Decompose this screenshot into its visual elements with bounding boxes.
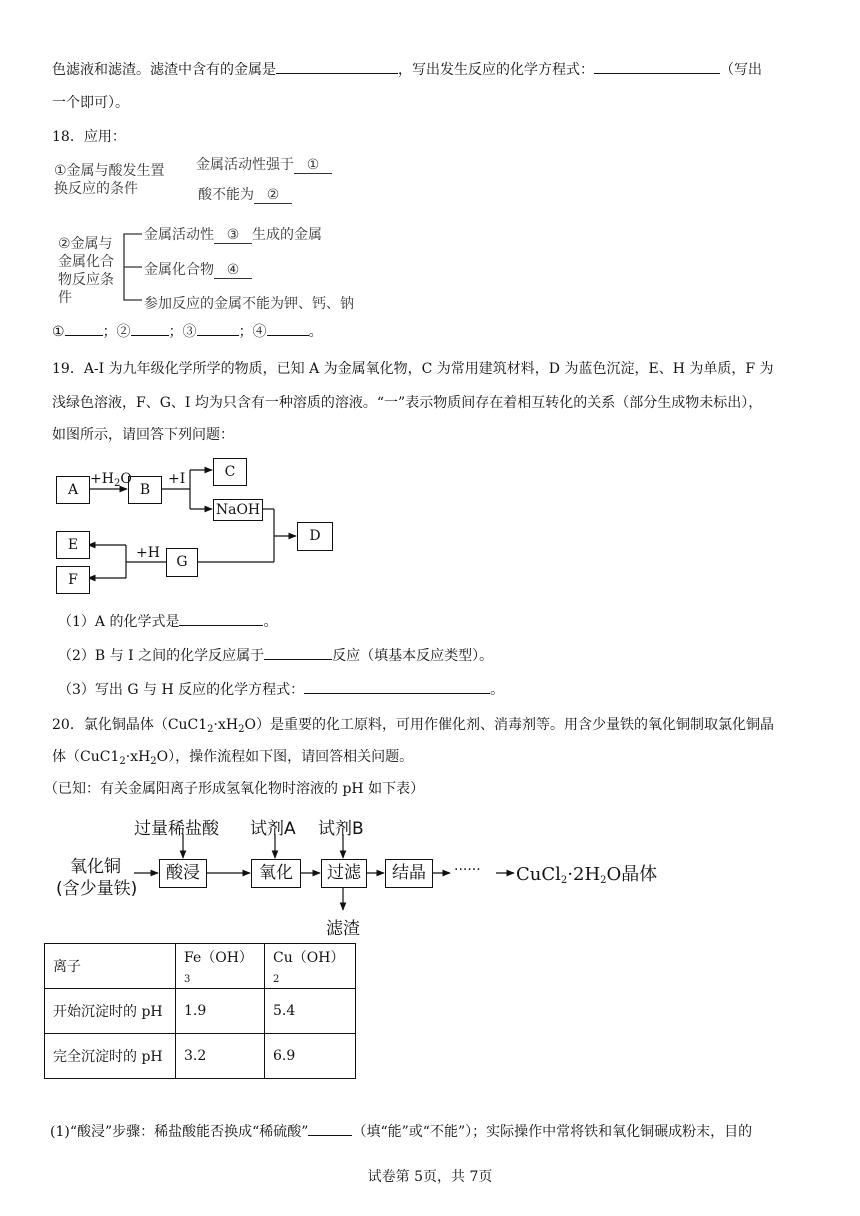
q19-s1-end: 。 xyxy=(263,614,278,630)
q18-mark-2: ② xyxy=(254,187,292,204)
q20-line3: （已知：有关金属阳离子形成氢氧化物时溶液的 pH 如下表） xyxy=(44,781,425,797)
q18-ans-2-label: ；② xyxy=(102,324,131,340)
table-cell: 开始沉淀时的 pH xyxy=(45,989,176,1034)
table-row xyxy=(45,944,356,989)
q20-l2a: 体（CuC1 xyxy=(52,749,120,765)
table-header-cu xyxy=(265,944,356,989)
q18-c2-r1a-text: 金属活动性 xyxy=(144,227,214,243)
q18-c2-r1b-text: 生成的金属 xyxy=(252,227,322,243)
cu-text: Cu（OH） xyxy=(273,950,345,966)
q20-sub1 xyxy=(50,1120,752,1143)
prod-sub: 2 xyxy=(560,875,568,886)
q17-text-d: 一个即可）。 xyxy=(52,95,129,111)
q20-l1sub2: 2 xyxy=(238,724,245,735)
q18-cond2-label-2: 金属化合 xyxy=(58,254,114,270)
box-G: G xyxy=(166,548,198,577)
q18-c2-r2-text: 金属化合物 xyxy=(144,262,214,278)
table-row xyxy=(45,1034,356,1079)
q18-c1-r1-text: 金属活动性强于 xyxy=(196,157,294,173)
flow-step-oxidize: 氧化 xyxy=(251,859,301,888)
q19-line1: 19．A-I 为九年级化学所学的物质，已知 A 为金属氧化物，C 为常用建筑材料，D 为蓝色沉淀，E、H 为单质，F 为 xyxy=(52,361,774,377)
q19-s1-text: （1）A 的化学式是 xyxy=(58,614,180,630)
flow-reagent-b: 试剂B xyxy=(318,819,364,839)
ph-table xyxy=(44,943,356,1079)
q18-mark-4: ④ xyxy=(214,262,252,279)
prod-c: O晶体 xyxy=(606,864,658,885)
q17-text-a: 色滤液和滤渣。滤渣中含有的金属是 xyxy=(52,62,276,78)
flow-acid-label: 过量稀盐酸 xyxy=(134,819,219,839)
label-plus-i: +I xyxy=(168,471,186,487)
flow-step-acid-leach: 酸浸 xyxy=(159,859,207,888)
q18-cond1-label-1: ①金属与酸发生置 xyxy=(54,163,165,179)
q18-cond2-label-4: 件 xyxy=(58,290,72,306)
prod-b: ·2H xyxy=(567,864,601,885)
q18-ans-1-label: ① xyxy=(52,324,65,340)
q20-l1a: 20．氯化铜晶体（CuC1 xyxy=(52,717,208,733)
q18-cond1-label-2: 换反应的条件 xyxy=(54,181,138,197)
table-header-fe xyxy=(176,944,265,989)
q20-l2sub2: 2 xyxy=(150,756,157,767)
q20-l1sub: 2 xyxy=(207,724,214,735)
fe-sub: 3 xyxy=(184,974,191,985)
h2o-a: +H xyxy=(90,471,114,487)
prod-a: CuCl xyxy=(516,864,561,885)
q18-cond2-row3: 参加反应的金属不能为钾、钙、钠 xyxy=(144,296,354,312)
q19-s2-text: （2）B 与 I 之间的化学反应属于 xyxy=(58,648,265,664)
table-cell: 完全沉淀时的 pH xyxy=(45,1034,176,1079)
table-cell: 3.2 xyxy=(176,1034,265,1079)
box-F: F xyxy=(56,566,90,594)
flow-residue: 滤渣 xyxy=(326,919,360,939)
table-row xyxy=(45,989,356,1034)
flow-product xyxy=(516,860,657,886)
table-cell: 5.4 xyxy=(265,989,356,1034)
q19-s2-end: 反应（填基本反应类型）。 xyxy=(332,648,494,664)
q18-ans-end: 。 xyxy=(308,324,323,340)
q17-text-b: ，写出发生反应的化学方程式： xyxy=(398,62,594,78)
q18-mark-3: ③ xyxy=(214,227,252,244)
flow-dots: ······ xyxy=(454,862,481,878)
flow-feed-2: (含少量铁) xyxy=(56,879,138,899)
box-B: B xyxy=(128,476,162,504)
prod-sub2: 2 xyxy=(600,875,607,886)
cu-sub: 2 xyxy=(273,974,280,985)
q18-title: 18．应用： xyxy=(52,129,126,145)
q19-s3-end: 。 xyxy=(490,682,505,698)
label-plus-h: +H xyxy=(136,545,160,561)
flow-reagent-a: 试剂A xyxy=(250,819,296,839)
q18-ans-3-label: ；③ xyxy=(168,324,197,340)
q20-s1-text-b: （填“能”或“不能”）；实际操作中常将铁和氧化铜碾成粉末，目的 xyxy=(352,1124,753,1140)
table-cell: 1.9 xyxy=(176,989,265,1034)
flow-feed-1: 氧化铜 xyxy=(70,857,121,877)
q20-l1b: ·xH xyxy=(213,717,239,733)
table-cell: 6.9 xyxy=(265,1034,356,1079)
q19-line2: 浅绿色溶液，F、G、I 均为只含有一种溶质的溶液。“一”表示物质间存在着相互转化的关系（部分生成物未标出）， xyxy=(52,395,763,411)
box-A: A xyxy=(56,476,90,504)
box-NaOH: NaOH xyxy=(213,499,263,521)
flow-step-filter: 过滤 xyxy=(321,859,367,888)
q20-blank-sulfuric[interactable] xyxy=(308,1120,352,1136)
q18-cond2-label-1: ②金属与 xyxy=(58,236,113,252)
q20-l2b: ·xH xyxy=(125,749,151,765)
fe-text: Fe（OH） xyxy=(184,950,253,966)
flow-step-crystallize: 结晶 xyxy=(385,859,433,888)
q18-ans-4-label: ；④ xyxy=(238,324,267,340)
table-header-ion: 离子 xyxy=(45,944,176,989)
q18-c1-r2-text: 酸不能为 xyxy=(198,187,254,203)
q20-l1c: O）是重要的化工原料，可用作催化剂、消毒剂等。用含少量铁的氧化铜制取氯化铜晶 xyxy=(244,717,774,733)
page-footer: 试卷第 5页，共 7页 xyxy=(367,1169,493,1185)
box-D: D xyxy=(297,522,333,551)
q20-s1-text: (1)“酸浸”步骤：稀盐酸能否换成“稀硫酸” xyxy=(50,1124,309,1140)
q18-cond2-label-3: 物反应条 xyxy=(58,272,114,288)
h2o-sub: 2 xyxy=(113,478,121,489)
q20-l2c: O），操作流程如下图，请回答相关问题。 xyxy=(156,749,414,765)
q20-l2sub: 2 xyxy=(119,756,126,767)
box-E: E xyxy=(56,531,90,559)
q18-mark-1: ① xyxy=(294,157,332,174)
box-C: C xyxy=(213,458,247,486)
q19-line3: 如图所示，请回答下列问题： xyxy=(52,427,234,443)
h2o-b: O xyxy=(120,471,132,487)
q19-s3-text: （3）写出 G 与 H 反应的化学方程式： xyxy=(58,682,305,698)
q17-text-c: （写出 xyxy=(720,62,762,78)
